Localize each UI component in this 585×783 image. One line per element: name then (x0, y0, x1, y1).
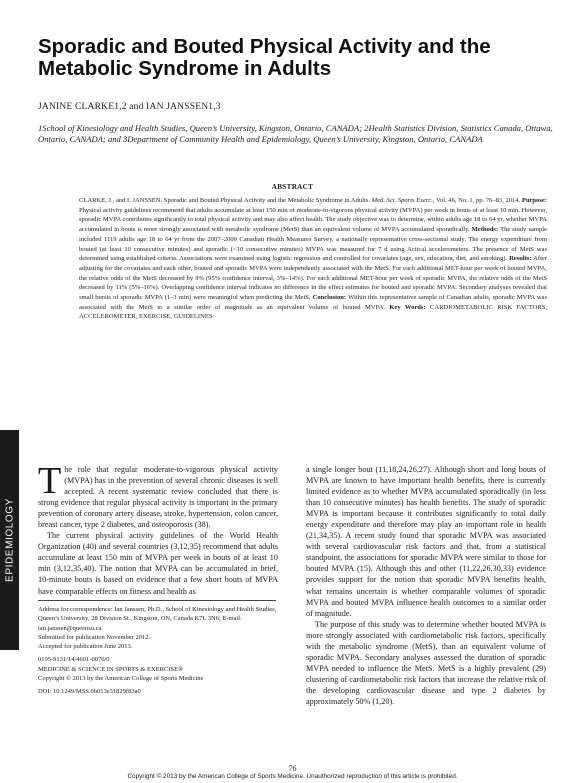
keywords-text: CARDIOMETABOLIC RISK FACTORS, ACCELEROMETER, EXERCISE, GUIDELINES (79, 303, 548, 321)
methods-label: Methods: (471, 226, 499, 234)
section-side-tab-label: EPIDEMIOLOGY (4, 498, 15, 582)
copyright-note: Copyright © 2013 by the American College of Sports Medicine (38, 675, 204, 683)
abstract-text (79, 196, 547, 322)
copyright-footer: Copyright © 2013 by the American College of Sports Medicine. Unauthorized reproduction of this article is prohibited. (127, 773, 458, 780)
methods-text: The study sample included 1119 adults age 18 to 64 yr from the 2007–2009 Canadian Health Measures Survey, a nationally representative cross-sectional study. The energy expenditure from bouted (at least 10 consecutive minutes) and sporadic (<10 consecutive minutes) MVPA was measured for 7 d using Actical accelerometers. The presence of MetS was determined using established criteria. Associations were examined using logistic regression and controlled for covariates (age, sex, education, diet, and smoking). (79, 226, 548, 263)
paragraph-text: he role that regular moderate-to-vigorous physical activity (MVPA) has in the prevention of several chronic diseases is well accepted. A recent systematic review concluded that there is strong evidence that regular physical activity is important in the primary prevention of coronary artery disease, stroke, hypertension, colon cancer, breast cancer, type 2 diabetes, and osteoporosis (38). (38, 465, 278, 530)
abstract-heading: ABSTRACT (271, 183, 314, 191)
body-paragraph: The current physical activity guidelines of the World Health Organization (40) and several countries (3,12,35) recommend that adults accumulate at least 150 min of MVPA per week in bouts of at least 10 min (3,12,35,40). The notion that MVPA can be accumulated in brief, 10-minute bouts is based on evidence that a few short bouts of MVPA have comparable effects on fitness and health as (38, 531, 278, 596)
journal-name: MEDICINE & SCIENCE IN SPORTS & EXERCISE® (38, 665, 184, 673)
issn-note: 0195-9131/14/4601-0076/0 (38, 656, 110, 664)
abstract-volume: Vol. 46, No. 1, pp. 76–83, 2014. (436, 197, 521, 204)
body-paragraph: The purpose of this study was to determine whether bouted MVPA is more strongly associated with cardiometabolic risk factors, specifically with the metabolic syndrome (MetS), than an equivalent volume of sporadic MVPA. Secondary analyses assessed the duration of sporadic MVPA needed to influence the MetS. MetS is a highly prevalent (29) clustering of cardiometabolic risk factors that increase the relative risk of the developing cardiovascular disease and type 2 diabetes by approximately 50% (1,20). (306, 619, 546, 706)
results-text: After adjusting for the covariates and each other, bouted and sporadic MVPA were independently associated with the MetS. For each additional MET-hour per week of bouted MVPA, the relative odds of the MetS decreased by 9% (95% confidence interval, 3%–14%). For each additional MET-hour per week of sporadic MVPA, the relative odds of the MetS decreased by 11% (5%–16%). Overlapping confidence interval indicates no difference in the effect estimates for bouted and sporadic MVPA. Secondary analyses revealed that small bursts of sporadic MVPA (1–3 min) were meaningful when predicting the MetS. (79, 255, 547, 302)
abstract-journal: Med. Sci. Sports Exerc., (371, 197, 435, 204)
drop-cap: T (38, 460, 62, 502)
correspondence-note: Address for correspondence: Ian Janssen, Ph.D., School of Kinesiology and Health Studies, Queen’s University, 28 Division St., Kingston, ON, Canada K7L 3N6; E-mail: ian.janssen@queensu.ca. (38, 606, 277, 632)
purpose-text: Physical activity guidelines recommend that adults accumulate at least 150 min of moderate-to-vigorous physical activity (MVPA) per week in bouts of at least 10 min. However, sporadic MVPA contributes significantly to total physical activity and may also affect health. The study objective was to determine, within adults age 18 to 64 yr, whether MVPA accumulated in bouts is more strongly associated with metabolic syndrome (MetS) than an equivalent volume of MVPA accumulated sporadically. (79, 206, 547, 234)
section-side-tab (0, 430, 19, 650)
footnotes (38, 605, 278, 697)
conclusion-text: Within this representative sample of Canadian adults, sporadic MVPA was associated with the MetS to a similar order of magnitude as an equivalent volume of bouted MVPA. (79, 294, 547, 311)
body-column-right (306, 464, 546, 707)
purpose-label: Purpose: (521, 197, 547, 204)
keywords-label: Key Words: (389, 303, 426, 311)
doi-note: DOI: 10.1249/MSS.0b013e31829f83a0 (38, 688, 141, 696)
abstract-citation: CLARKE, J., and I. JANSSEN. Sporadic and Bouted Physical Activity and the Metabolic Syndrome in Adults. (79, 197, 370, 204)
submitted-note: Submitted for publication November 2012. (38, 633, 151, 641)
conclusion-label: Conclusion: (312, 294, 347, 302)
footnote-divider (38, 600, 276, 601)
article-title: Sporadic and Bouted Physical Activity and the Metabolic Syndrome in Adults (38, 35, 491, 80)
page-number: 76 (288, 764, 297, 773)
body-column-left (38, 460, 278, 597)
affiliations: 1School of Kinesiology and Health Studies, Queen’s University, Kingston, Ontario, CANADA; 2Health Statistics Division, Statistics Canada, Ottawa, Ontario, CANADA; and 3Department of Community Health and Epidemiology, Queen’s University, Kingston, Ontario, CANADA (38, 123, 553, 145)
body-paragraph: a single longer bout (11,18,24,26,27). Although short and long bouts of MVPA are known to have important health benefits, there is currently limited evidence as to whether MVPA accumulated sporadically (in less than 10 consecutive minutes) has health benefits. The study of sporadic MVPA is important because it contributes significantly to total daily energy expenditure and therefore may play an important role in health (21,34,35). A recent study found that sporadic MVPA was associated with several cardiovascular risk factors and that, from a statistical standpoint, the associations for sporadic MVPA were similar to those for bouted MVPA (15). Although this and other (11,22,26,30,33) evidence provides support for the notion that sporadic MVPA benefits health, what remains uncertain is whether comparable volumes of sporadic MVPA and bouted MVPA influence health outcomes to a similar order of magnitude. (306, 465, 546, 618)
author-list: JANINE CLARKE1,2 and IAN JANSSEN1,3 (38, 102, 221, 112)
accepted-note: Accepted for publication June 2013. (38, 643, 133, 651)
body-paragraph (38, 460, 278, 530)
results-label: Results: (509, 255, 532, 263)
